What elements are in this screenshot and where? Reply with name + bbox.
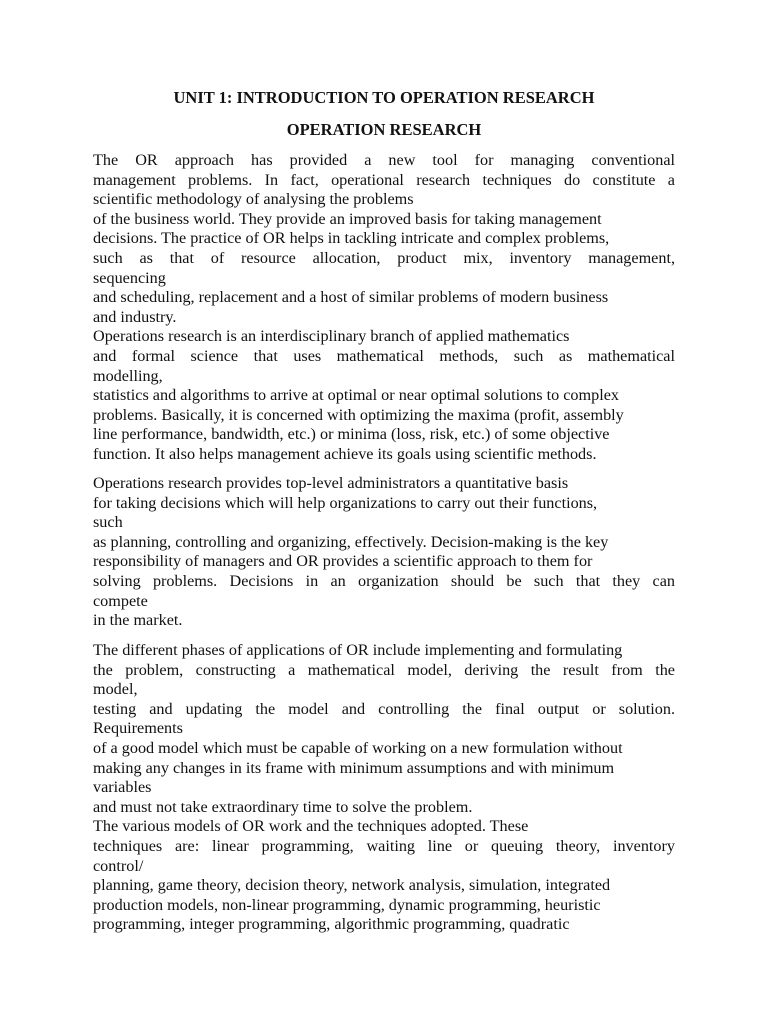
text-line: model, <box>93 680 138 699</box>
text-line: modelling, <box>93 366 163 385</box>
text-line: techniques are: linear programming, waiting line or queuing theory, inventory <box>93 836 675 855</box>
text-line: solving problems. Decisions in an organization should be such that they can <box>93 571 675 590</box>
text-line: function. It also helps management achieve its goals using scientific methods. <box>93 444 597 463</box>
text-line: variables <box>93 778 152 797</box>
text-line: Operations research provides top-level administrators a quantitative basis <box>93 474 569 492</box>
text-line: making any changes in its frame with minimum assumptions and with minimum <box>93 758 615 777</box>
text-line: as planning, controlling and organizing, effectively. Decision-making is the key <box>93 532 609 551</box>
text-line: statistics and algorithms to arrive at optimal or near optimal solutions to complex <box>93 386 619 405</box>
text-line: and formal science that uses mathematical methods, such as mathematical <box>93 346 675 365</box>
text-line: of the business world. They provide an improved basis for taking management <box>93 209 602 228</box>
text-line: production models, non-linear programming, dynamic programming, heuristic <box>93 895 601 914</box>
section-title: OPERATION RESEARCH <box>286 120 482 139</box>
text-line: and industry. <box>93 307 177 326</box>
text-line: problems. Basically, it is concerned with optimizing the maxima (profit, assembly <box>93 405 624 424</box>
text-line: sequencing <box>93 268 166 287</box>
text-line: programming, integer programming, algorithmic programming, quadratic <box>93 915 570 934</box>
text-line: the problem, constructing a mathematical model, deriving the result from the <box>93 660 675 679</box>
text-line: The different phases of applications of OR include implementing and formulating <box>93 641 623 659</box>
text-line: of a good model which must be capable of working on a new formulation without <box>93 738 623 757</box>
text-line: and must not take extraordinary time to solve the problem. <box>93 797 473 816</box>
text-line: responsibility of managers and OR provides a scientific approach to them for <box>93 552 593 571</box>
text-line: for taking decisions which will help organizations to carry out their functions, <box>93 493 598 512</box>
text-line: compete <box>93 591 148 610</box>
text-line: control/ <box>93 856 144 875</box>
text-line: such as that of resource allocation, product mix, inventory management, <box>93 248 675 267</box>
text-line: testing and updating the model and controlling the final output or solution. <box>93 699 675 718</box>
text-line: planning, game theory, decision theory, network analysis, simulation, integrated <box>93 876 611 895</box>
unit-title: UNIT 1: INTRODUCTION TO OPERATION RESEARCH <box>173 88 595 107</box>
paragraph-1 <box>93 151 675 465</box>
text-line: The OR approach has provided a new tool for managing conventional <box>93 151 675 169</box>
text-line: line performance, bandwidth, etc.) or minima (loss, risk, etc.) of some objective <box>93 425 610 444</box>
text-line: The various models of OR work and the techniques adopted. These <box>93 817 529 836</box>
text-line: decisions. The practice of OR helps in tackling intricate and complex problems, <box>93 229 610 248</box>
text-line: and scheduling, replacement and a host of similar problems of modern business <box>93 288 609 307</box>
text-line: in the market. <box>93 611 183 630</box>
paragraph-3 <box>93 641 675 935</box>
text-line: scientific methodology of analysing the problems <box>93 190 414 209</box>
text-line: Operations research is an interdisciplinary branch of applied mathematics <box>93 327 570 346</box>
text-line: Requirements <box>93 719 183 738</box>
paragraph-2 <box>93 474 675 631</box>
text-line: management problems. In fact, operational research techniques do constitute a <box>93 170 675 189</box>
text-line: such <box>93 513 123 532</box>
